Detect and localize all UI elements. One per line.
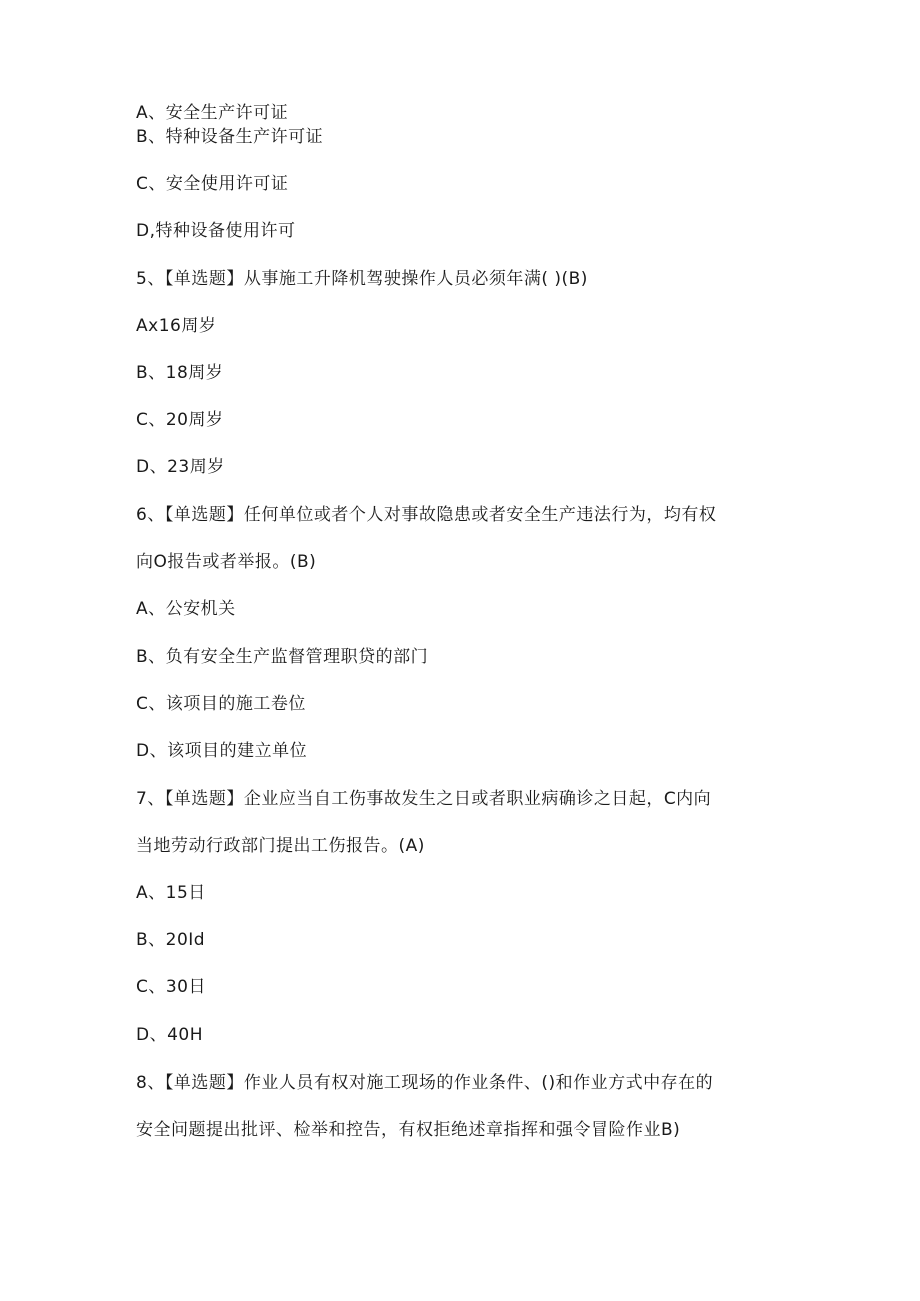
q6-question-line1: 6、【单选题】任何单位或者个人对事故隐患或者安全生产违法行为，均有权 <box>136 505 717 525</box>
q8-question-line2: 安全问题提出批评、检举和控告，有权拒绝述章指挥和强令冒险作业B) <box>136 1120 681 1140</box>
q7-question-line1: 7、【单选题】企业应当自工伤事故发生之日或者职业病确诊之日起，C内向 <box>136 789 712 809</box>
q6-question-line2: 向O报告或者举报。(B) <box>136 552 317 572</box>
q7-option-c: C、30日 <box>136 977 207 997</box>
q6-option-a: A、公安机关 <box>136 599 236 619</box>
q5-question: 5、【单选题】从事施工升降机驾驶操作人员必须年满( )(B) <box>136 269 588 289</box>
q4-option-b: B、特种设备生产许可证 <box>136 127 324 147</box>
q7-option-b: B、20Id <box>136 930 206 950</box>
q6-option-b: B、负有安全生产监督管理职贷的部门 <box>136 647 429 667</box>
q5-option-d: D、23周岁 <box>136 457 225 477</box>
q7-option-d: D、40H <box>136 1025 204 1045</box>
q7-option-a: A、15日 <box>136 883 206 903</box>
q5-option-c: C、20周岁 <box>136 410 224 430</box>
q8-question-line1: 8、【单选题】作业人员有权对施工现场的作业条件、()和作业方式中存在的 <box>136 1073 714 1093</box>
q4-option-a: A、安全生产许可证 <box>136 103 289 123</box>
q7-question-line2: 当地劳动行政部门提出工伤报告。(A) <box>136 836 425 856</box>
q6-option-c: C、该项目的施工卷位 <box>136 694 306 714</box>
q5-option-b: B、18周岁 <box>136 363 224 383</box>
q5-option-a: Ax16周岁 <box>136 316 217 336</box>
q4-option-d: D,特种设备使用许可 <box>136 221 296 241</box>
q4-option-c: C、安全使用许可证 <box>136 174 289 194</box>
q6-option-d: D、该项目的建立单位 <box>136 741 308 761</box>
